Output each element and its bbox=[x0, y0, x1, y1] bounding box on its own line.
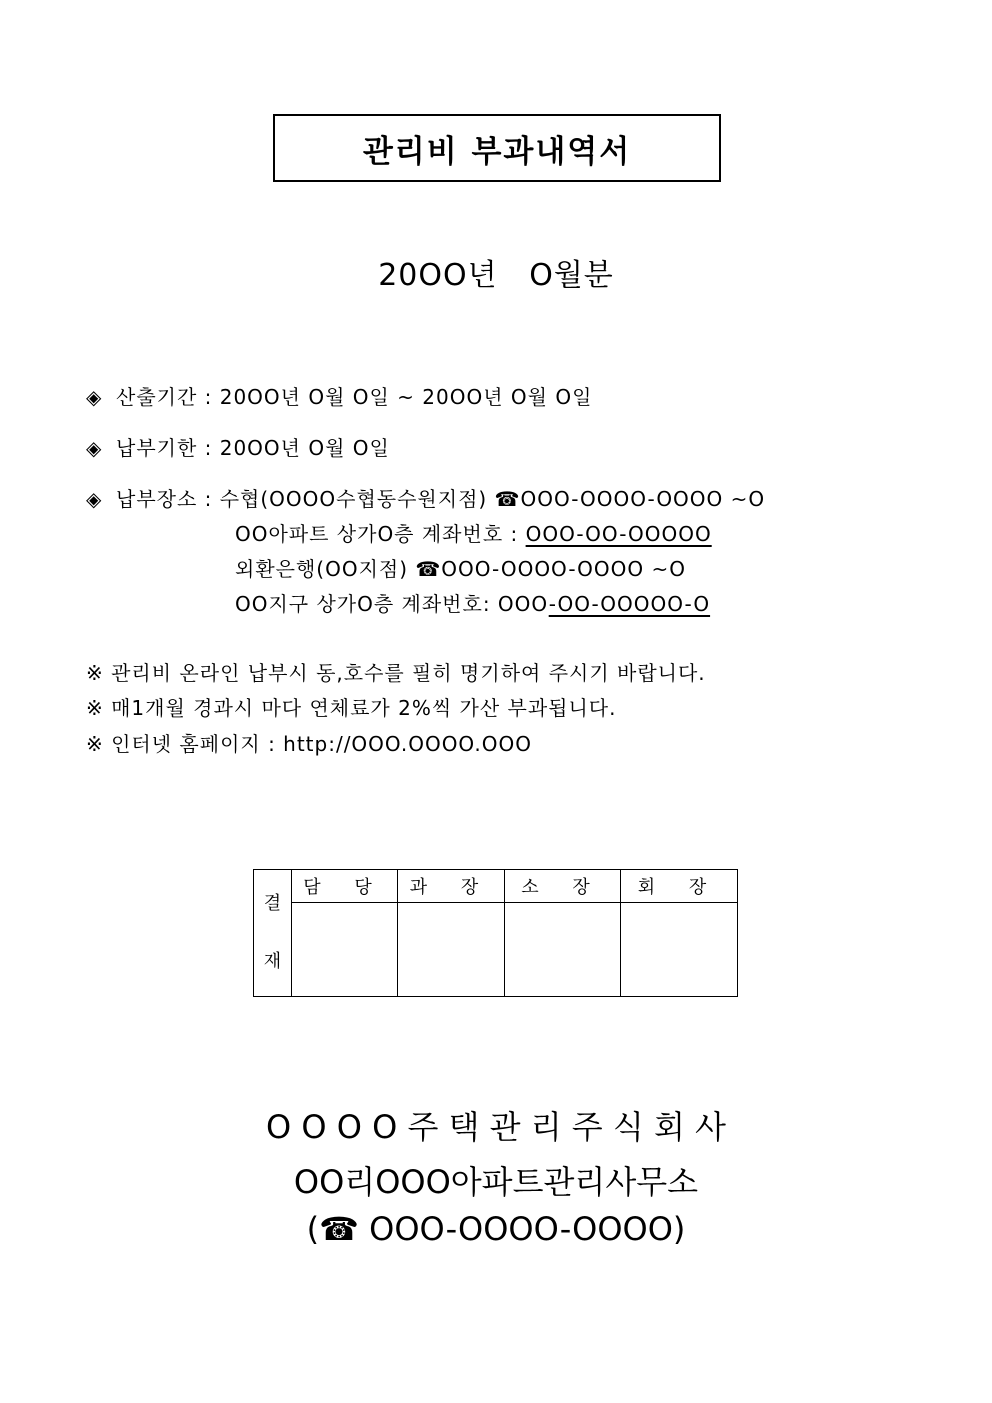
account2-prefix: OO지구 상가O층 계좌번호: OOO bbox=[235, 592, 549, 616]
approval-header-section-chief: 과 장 bbox=[398, 870, 505, 903]
approval-sign-section-chief[interactable] bbox=[398, 903, 505, 997]
payment-place-bank2: 외환은행(OO지점) ☎OOO-OOOO-OOOO ~O bbox=[235, 557, 686, 581]
diamond-bullet-icon: ◈ bbox=[86, 385, 103, 409]
office-name: OO리OOO아파트관리사무소 bbox=[293, 1163, 699, 1201]
due-date-text: 납부기한 : 20OO년 O월 O일 bbox=[116, 436, 390, 460]
approval-side-top: 결 bbox=[263, 893, 282, 914]
approval-side-bottom: 재 bbox=[263, 951, 282, 972]
notice-item: ※ 인터넷 홈페이지 : http://OOO.OOOO.OOO bbox=[86, 732, 532, 756]
office-phone: (☎ OOO-OOOO-OOOO) bbox=[306, 1210, 686, 1248]
calc-period-line bbox=[86, 381, 592, 410]
approval-sign-chairman[interactable] bbox=[621, 903, 738, 997]
payment-place-line bbox=[86, 483, 765, 512]
approval-sign-staff[interactable] bbox=[292, 903, 398, 997]
payment-place-account2 bbox=[235, 588, 710, 617]
approval-header-director: 소 장 bbox=[505, 870, 621, 903]
approval-table bbox=[253, 869, 738, 997]
approval-sign-director[interactable] bbox=[505, 903, 621, 997]
payment-place-label: 납부장소 : bbox=[116, 487, 220, 511]
payment-place-account1 bbox=[235, 518, 712, 547]
due-date-line bbox=[86, 432, 390, 461]
diamond-bullet-icon: ◈ bbox=[86, 436, 103, 460]
billing-period: 20OO년 O월분 bbox=[378, 258, 614, 293]
notice-item: ※ 매1개월 경과시 마다 연체료가 2%씩 가산 부과됩니다. bbox=[86, 696, 617, 720]
company-name: O O O O 주 택 관 리 주 식 회 사 bbox=[266, 1108, 726, 1146]
payment-place-bank1: 수협(OOOO수협동수원지점) ☎OOO-OOOO-OOOO ~O bbox=[219, 487, 766, 511]
account1-prefix: OO아파트 상가O층 계좌번호 : bbox=[235, 522, 526, 546]
diamond-bullet-icon: ◈ bbox=[86, 487, 103, 511]
notice-item: ※ 관리비 온라인 납부시 동,호수를 필히 명기하여 주시기 바랍니다. bbox=[86, 661, 706, 685]
document-title: 관리비 부과내역서 bbox=[273, 114, 721, 182]
account1-number: OOO-OO-OOOOO bbox=[525, 522, 712, 546]
approval-side-label bbox=[254, 870, 292, 997]
account2-number: -OO-OOOOO-O bbox=[548, 592, 711, 616]
approval-header-staff: 담 당 bbox=[292, 870, 398, 903]
approval-header-chairman: 회 장 bbox=[621, 870, 738, 903]
calc-period-text: 산출기간 : 20OO년 O월 O일 ~ 20OO년 O월 O일 bbox=[116, 385, 593, 409]
